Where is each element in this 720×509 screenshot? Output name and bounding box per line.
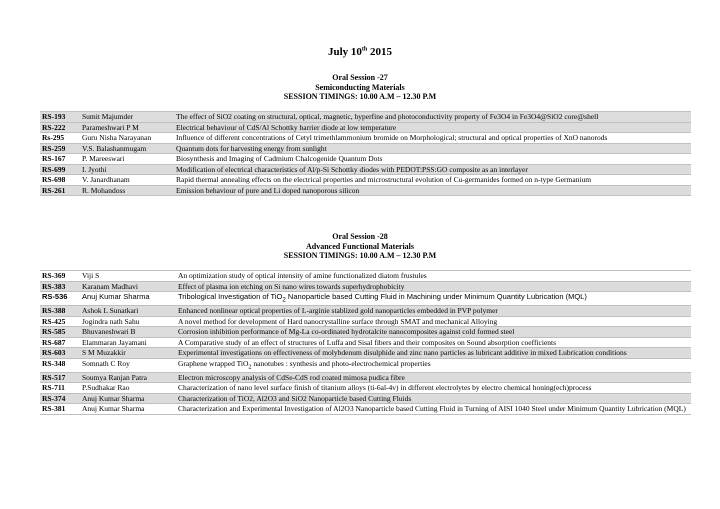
paper-code: RS-517 <box>40 372 80 383</box>
paper-title: Quantum dots for harvesting energy from sunlight <box>174 143 691 154</box>
paper-author: Anuj Kumar Sharma <box>80 292 176 306</box>
paper-code: RS-167 <box>40 154 80 165</box>
session-27-name: Oral Session -27 <box>332 73 388 82</box>
paper-author: Karanam Madhavi <box>80 281 176 292</box>
table-row <box>40 292 691 306</box>
paper-code: RS-699 <box>40 164 80 175</box>
table-row <box>40 337 691 348</box>
paper-title: Characterization of TiO2, Al2O3 and SiO2 Nanoparticle based Cutting Fluids <box>176 393 691 404</box>
paper-title: Characterization of nano level surface finish of titanium alloys (ti-6al-4v) in different electrolytes by electro chemical honing(ech)process <box>176 383 691 394</box>
paper-title: Biosynthesis and Imaging of Cadmium Chalcogenide Quantum Dots <box>174 154 691 165</box>
table-row <box>40 281 691 292</box>
paper-title: Electrical behaviour of CdS/Al Schottky barrier diode at low temperature <box>174 122 691 133</box>
paper-title: Modification of electrical characteristics of Al/p-Si Schottky diodes with PEDOT:PSS:GO composite as an interlayer <box>174 164 691 175</box>
paper-author: P. Mareeswari <box>80 154 174 165</box>
paper-title: Electron microscopy analysis of CdSe-CdS rod coated mimosa pudica fibre <box>176 372 691 383</box>
paper-code: RS-193 <box>40 112 80 123</box>
table-row <box>40 175 691 186</box>
paper-code: RS-369 <box>40 271 80 282</box>
table-row <box>40 143 691 154</box>
table-row <box>40 372 691 383</box>
session-27-table <box>40 111 691 196</box>
paper-author: Bhuvaneshwari B <box>80 327 176 338</box>
paper-code: Rs-295 <box>40 133 80 144</box>
paper-author: V. Janardhanam <box>80 175 174 186</box>
paper-code: RS-261 <box>40 185 80 196</box>
paper-title: Characterization and Experimental Investigation of Al2O3 Nanoparticle based Cutting Fluid in Turning of AISI 1040 Steel under Minimum Quantity Lubrication (MQL) <box>176 404 691 415</box>
paper-code: RS-383 <box>40 281 80 292</box>
table-row <box>40 348 691 359</box>
paper-title <box>176 292 691 306</box>
table-row <box>40 271 691 282</box>
table-row <box>40 404 691 415</box>
paper-author: Anuj Kumar Sharma <box>80 404 176 415</box>
paper-author: V.S. Balashanmugam <box>80 143 174 154</box>
paper-author: Somnath C Roy <box>80 358 176 372</box>
paper-title: An optimization study of optical intensity of amine functionalized diatom frustules <box>176 271 691 282</box>
paper-author: Guru Nisha Narayanan <box>80 133 174 144</box>
session-28-name: Oral Session -28 <box>332 232 388 241</box>
table-row <box>40 122 691 133</box>
paper-title: The effect of SiO2 coating on structural, optical, magnetic, hyperfine and photoconductivity property of Fe3O4 in Fe3O4@SiO2 core@shell <box>174 112 691 123</box>
table-row <box>40 112 691 123</box>
date-suffix: th <box>361 46 368 53</box>
date-day: July 10 <box>327 46 362 58</box>
paper-title-subscript: 2 <box>248 363 252 370</box>
paper-title-part: Graphene wrapped TiO <box>178 358 249 368</box>
paper-author: P.Sudhakar Rao <box>80 383 176 394</box>
paper-title: Corrosion inhibition performance of Mg-La co-ordinated hydrotalcite nanocomposites against cold formed steel <box>176 327 691 338</box>
paper-author: Parameshwari P M <box>80 122 174 133</box>
table-row <box>40 393 691 404</box>
paper-author: Ashok L Sunatkari <box>80 306 176 317</box>
session-27-header <box>0 73 720 102</box>
table-row <box>40 358 691 372</box>
paper-code: RS-536 <box>40 292 80 306</box>
date-year: 2015 <box>367 46 393 58</box>
session-28-topic: Advanced Functional Materials <box>306 241 414 251</box>
table-row <box>40 327 691 338</box>
session-28-table <box>40 270 691 415</box>
paper-code: RS-687 <box>40 337 80 348</box>
paper-title: A novel method for development of Hard nanocrystalline surface through SMAT and mechanical Alloying <box>176 316 691 327</box>
paper-author: Jogindra nath Sahu <box>80 316 176 327</box>
session-28-header <box>0 232 720 261</box>
paper-author: I. Jyothi <box>80 164 174 175</box>
table-row <box>40 133 691 144</box>
paper-code: RS-348 <box>40 358 80 372</box>
paper-title: Rapid thermal annealing effects on the electrical properties and microstructural evolution of Cu-germanides formed on n-type Germanium <box>174 175 691 186</box>
table-row <box>40 306 691 317</box>
table-row <box>40 316 691 327</box>
paper-author: S M Muzakkir <box>80 348 176 359</box>
paper-code: RS-603 <box>40 348 80 359</box>
session-28-timings: SESSION TIMINGS: 10.00 A.M – 12.30 P.M <box>283 251 437 260</box>
paper-code: RS-698 <box>40 175 80 186</box>
table-row <box>40 185 691 196</box>
paper-author: R. Mohandoss <box>80 185 174 196</box>
paper-author: Elammaran Jayamani <box>80 337 176 348</box>
paper-title: Experimental investigations on effectiveness of molybdenum disulphide and zinc nano particles as lubricant additive in mixed Lubrication conditions <box>176 348 691 359</box>
session-27-topic: Semiconducting Materials <box>315 82 405 92</box>
paper-author: Sumit Majumder <box>80 112 174 123</box>
paper-author: Anuj Kumar Sharma <box>80 393 176 404</box>
table-row <box>40 164 691 175</box>
table-row <box>40 383 691 394</box>
paper-title: A Comparative study of an effect of structures of Luffa and Sisal fibers and their composites on Sound absorption coefficients <box>176 337 691 348</box>
paper-author: Soumya Ranjan Patra <box>80 372 176 383</box>
paper-title-part: nanotubes : synthesis and photo-electrochemical properties <box>251 358 431 368</box>
paper-title-subscript: 2 <box>282 296 286 304</box>
table-row <box>40 154 691 165</box>
paper-code: RS-388 <box>40 306 80 317</box>
paper-title: Enhanced nonlinear optical properties of L-arginie stablized gold nanoparticles embedded in PVP polymer <box>176 306 691 317</box>
paper-title <box>176 358 691 372</box>
paper-title: Effect of plasma ion etching on Si nano wires towards superhydrophobicity <box>176 281 691 292</box>
paper-title: Influence of different concentrations of Cetyl trimethlammonium bromide on Morphological; structural and optical properties of XnO nanorods <box>174 133 691 144</box>
page-title <box>0 46 720 58</box>
paper-title-part: Tribological Investigation of TiO <box>178 292 283 301</box>
paper-author: Viji S <box>80 271 176 282</box>
paper-code: RS-381 <box>40 404 80 415</box>
paper-code: RS-585 <box>40 327 80 338</box>
paper-code: RS-425 <box>40 316 80 327</box>
paper-code: RS-711 <box>40 383 80 394</box>
paper-title-part: Nanoparticle based Cutting Fluid in Machining under Minimum Quantity Lubrication (MQL) <box>285 292 587 301</box>
paper-code: RS-374 <box>40 393 80 404</box>
paper-code: RS-259 <box>40 143 80 154</box>
paper-code: RS-222 <box>40 122 80 133</box>
paper-title: Emission behaviour of pure and Li doped nanoporous silicon <box>174 185 691 196</box>
session-27-timings: SESSION TIMINGS: 10.00 A.M – 12.30 P.M <box>283 92 437 101</box>
